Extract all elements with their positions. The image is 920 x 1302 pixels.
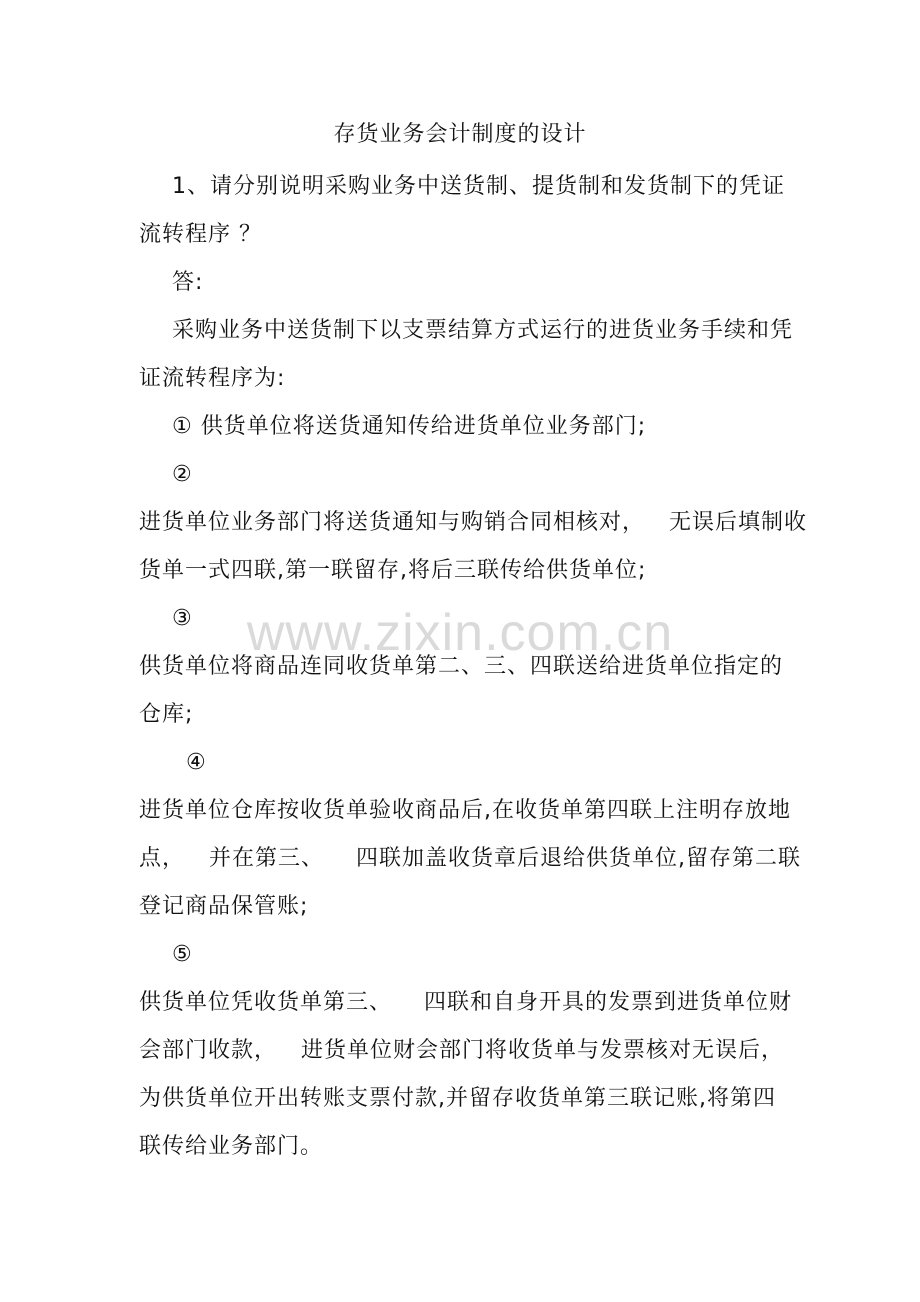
step-5-line-4: 联传给业务部门。 (139, 1134, 324, 1159)
step-4-line-1: 进货单位仓库按收货单验收商品后,在收货单第四联上注明存放地 (139, 798, 791, 823)
step-5-line-2: 会部门收款， 进货单位财会部门将收货单与发票核对无误后， (139, 1038, 784, 1063)
step-5-line-3: 为供货单位开出转账支票付款,并留存收货单第三联记账,将第四 (139, 1086, 776, 1111)
intro-line-1: 采购业务中送货制下以支票结算方式运行的进货业务手续和凭 (172, 318, 794, 343)
step-3-line-2: 仓库; (139, 702, 194, 727)
question-line-2: 流转程序 ？ (139, 222, 262, 247)
step-5-line-1: 供货单位凭收货单第三、 四联和自身开具的发票到进货单位财 (139, 990, 792, 1015)
step-2-line-1: 进货单位业务部门将送货通知与购销合同相核对， 无误后填制收 (139, 510, 807, 535)
step-3-number: ③ (172, 606, 193, 631)
step-1: ① 供货单位将送货通知传给进货单位业务部门; (172, 414, 647, 439)
step-5-number: ⑤ (172, 942, 193, 967)
answer-label: 答: (172, 270, 204, 295)
step-2-number: ② (172, 462, 193, 487)
step-4-line-2: 点， 并在第三、 四联加盖收货章后退给供货单位,留存第二联 (139, 846, 801, 871)
question-line-1: 1、请分别说明采购业务中送货制、提货制和发货制下的凭证 (172, 174, 785, 199)
step-3-line-1: 供货单位将商品连同收货单第二、三、四联送给进货单位指定的 (139, 654, 784, 679)
intro-line-2: 证流转程序为: (139, 366, 286, 391)
step-4-number: ④ (186, 750, 207, 775)
step-2-line-2: 货单一式四联,第一联留存,将后三联传给供货单位; (139, 558, 647, 583)
step-4-line-3: 登记商品保管账; (139, 894, 309, 919)
document-title: 存货业务会计制度的设计 (333, 122, 587, 147)
watermark: www.zixin.com.cn (246, 604, 674, 662)
